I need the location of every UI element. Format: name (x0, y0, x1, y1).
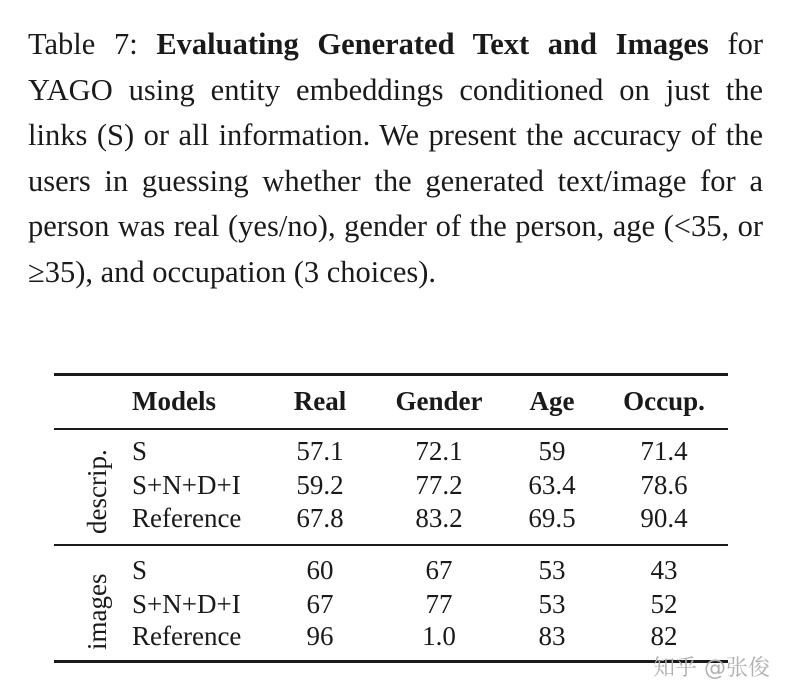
header-occup: Occup. (623, 386, 705, 416)
table-cell-age: 83 (538, 621, 566, 651)
table-cell-model: Reference (132, 503, 242, 533)
watermark-text: 知乎 @张俊 (653, 656, 770, 681)
table-cell-occup: 82 (650, 621, 678, 651)
table-cell-model: S (132, 436, 148, 466)
table-cell-model: S+N+D+I (132, 470, 241, 500)
table-cell-occup: 71.4 (640, 436, 688, 466)
table-cell-real: 67 (306, 589, 334, 619)
table-cell-occup: 78.6 (640, 470, 688, 500)
table-cell-real: 59.2 (296, 470, 344, 500)
table-cell-age: 63.4 (528, 470, 576, 500)
table-cell-age: 53 (538, 555, 566, 585)
table-cell-age: 69.5 (528, 503, 576, 533)
table-top-rule (54, 373, 728, 376)
caption-label: Table 7: (28, 27, 138, 61)
caption-title: Evaluating Generated Text and Images (156, 27, 709, 61)
table-cell-occup: 52 (650, 589, 678, 619)
table-cell-occup: 90.4 (640, 503, 688, 533)
header-models: Models (132, 386, 216, 416)
table-cell-occup: 43 (650, 555, 678, 585)
caption-body: for YAGO using entity embeddings conditioned on just the links (S) or all information. We present the accuracy of the users in guessing whether the generated text/image for a person was real (yes/no), gender of the person, age (<35, or ≥35), and occupation (3 choices). (28, 27, 764, 289)
header-age: Age (529, 386, 575, 416)
table-bottom-rule (54, 660, 728, 663)
table-cell-model: S+N+D+I (132, 589, 241, 619)
table-cell-real: 60 (306, 555, 334, 585)
table-cell-age: 53 (538, 589, 566, 619)
table-cell-gender: 1.0 (422, 621, 456, 651)
table-cell-real: 67.8 (296, 503, 344, 533)
table-caption (28, 22, 763, 295)
table-cell-real: 96 (306, 621, 334, 651)
table-cell-gender: 83.2 (415, 503, 463, 533)
table-cell-real: 57.1 (296, 436, 344, 466)
group-divider-rule (54, 544, 728, 546)
table-cell-model: Reference (132, 621, 242, 651)
header-rule (54, 428, 728, 430)
header-real: Real (293, 386, 347, 416)
table-cell-gender: 77 (425, 589, 453, 619)
group-label-images: images (82, 573, 112, 650)
table-cell-gender: 67 (425, 555, 453, 585)
group-label-descrip: descrip. (82, 449, 112, 534)
table-cell-age: 59 (538, 436, 566, 466)
header-gender: Gender (395, 386, 483, 416)
table-cell-model: S (132, 555, 148, 585)
table-cell-gender: 77.2 (415, 470, 463, 500)
table-cell-gender: 72.1 (415, 436, 463, 466)
